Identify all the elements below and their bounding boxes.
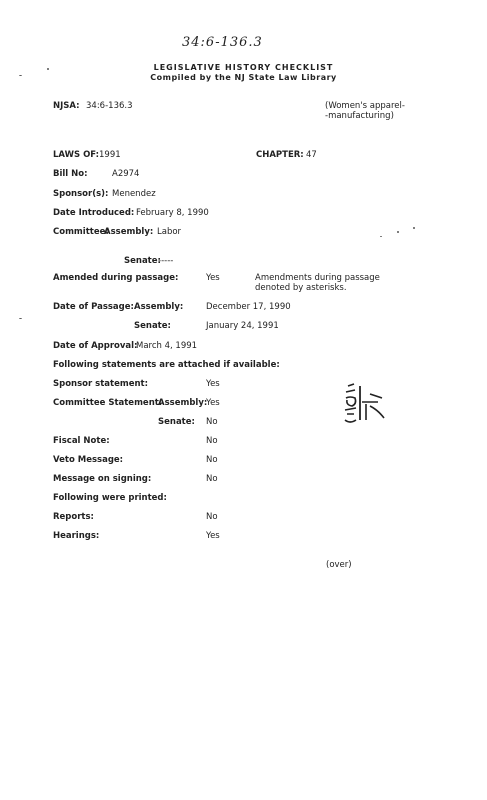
bill-no-label: Bill No: bbox=[53, 169, 88, 179]
date-introduced-label: Date Introduced: bbox=[53, 208, 135, 218]
laws-of-value: 1991 bbox=[99, 150, 121, 160]
amended-note-line-2: denoted by asterisks. bbox=[255, 283, 347, 293]
date-of-approval-value: March 4, 1991 bbox=[136, 341, 198, 351]
committee-assembly-label: Assembly: bbox=[104, 227, 154, 237]
sponsor-statement-label: Sponsor statement: bbox=[53, 379, 148, 389]
committee-senate-label: Senate: bbox=[124, 256, 161, 266]
passage-assembly-label: Assembly: bbox=[134, 302, 184, 312]
subject-line-2: -manufacturing) bbox=[325, 111, 394, 121]
document-title: LEGISLATIVE HISTORY CHECKLIST bbox=[153, 63, 334, 72]
committee-senate-value: ----- bbox=[158, 256, 174, 266]
committee-assembly-value: Labor bbox=[157, 227, 182, 237]
passage-senate-label: Senate: bbox=[134, 321, 171, 331]
document-subtitle: Compiled by the NJ State Law Library bbox=[150, 73, 337, 82]
laws-of-label: LAWS OF: bbox=[53, 150, 100, 160]
amended-label: Amended during passage: bbox=[53, 273, 179, 283]
sponsor-statement-value: Yes bbox=[206, 379, 220, 389]
reports-label: Reports: bbox=[53, 512, 94, 522]
reports-value: No bbox=[206, 512, 218, 522]
hearings-value: Yes bbox=[206, 531, 220, 541]
amended-note-line-1: Amendments during passage bbox=[255, 273, 380, 283]
amended-value: Yes bbox=[206, 273, 220, 283]
message-on-signing-value: No bbox=[206, 474, 218, 484]
njsa-value: 34:6-136.3 bbox=[86, 101, 133, 111]
njsa-label: NJSA: bbox=[53, 101, 80, 111]
speck bbox=[19, 318, 22, 319]
sponsors-value: Menendez bbox=[112, 189, 156, 199]
hearings-label: Hearings: bbox=[53, 531, 100, 541]
library-stamp-icon bbox=[340, 380, 400, 430]
passage-senate-value: January 24, 1991 bbox=[206, 321, 279, 331]
date-of-passage-label: Date of Passage: bbox=[53, 302, 134, 312]
sponsors-label: Sponsor(s): bbox=[53, 189, 109, 199]
committee-statement-senate-value: No bbox=[206, 417, 218, 427]
veto-message-value: No bbox=[206, 455, 218, 465]
committee-statement-assembly-label: Assembly: bbox=[158, 398, 208, 408]
fiscal-note-value: No bbox=[206, 436, 218, 446]
subject-line-1: (Women's apparel- bbox=[325, 101, 405, 111]
printed-header: Following were printed: bbox=[53, 493, 167, 503]
passage-assembly-value: December 17, 1990 bbox=[206, 302, 291, 312]
chapter-label: CHAPTER: bbox=[256, 150, 304, 160]
speck bbox=[19, 75, 22, 76]
committee-statement-senate-label: Senate: bbox=[158, 417, 195, 427]
over-note: (over) bbox=[326, 560, 352, 570]
bill-no-value: A2974 bbox=[112, 169, 140, 179]
fiscal-note-label: Fiscal Note: bbox=[53, 436, 110, 446]
speck bbox=[397, 231, 399, 233]
speck bbox=[413, 227, 415, 229]
date-of-approval-label: Date of Approval: bbox=[53, 341, 138, 351]
speck bbox=[380, 236, 382, 237]
statements-header: Following statements are attached if available: bbox=[53, 360, 280, 370]
date-introduced-value: February 8, 1990 bbox=[136, 208, 209, 218]
veto-message-label: Veto Message: bbox=[53, 455, 124, 465]
message-on-signing-label: Message on signing: bbox=[53, 474, 152, 484]
speck bbox=[47, 68, 49, 70]
committee-statement-label: Committee Statement: bbox=[53, 398, 163, 408]
committee-label: Committee: bbox=[53, 227, 109, 237]
committee-statement-assembly-value: Yes bbox=[206, 398, 220, 408]
handwritten-number: 34:6-136.3 bbox=[182, 35, 263, 50]
chapter-value: 47 bbox=[306, 150, 317, 160]
